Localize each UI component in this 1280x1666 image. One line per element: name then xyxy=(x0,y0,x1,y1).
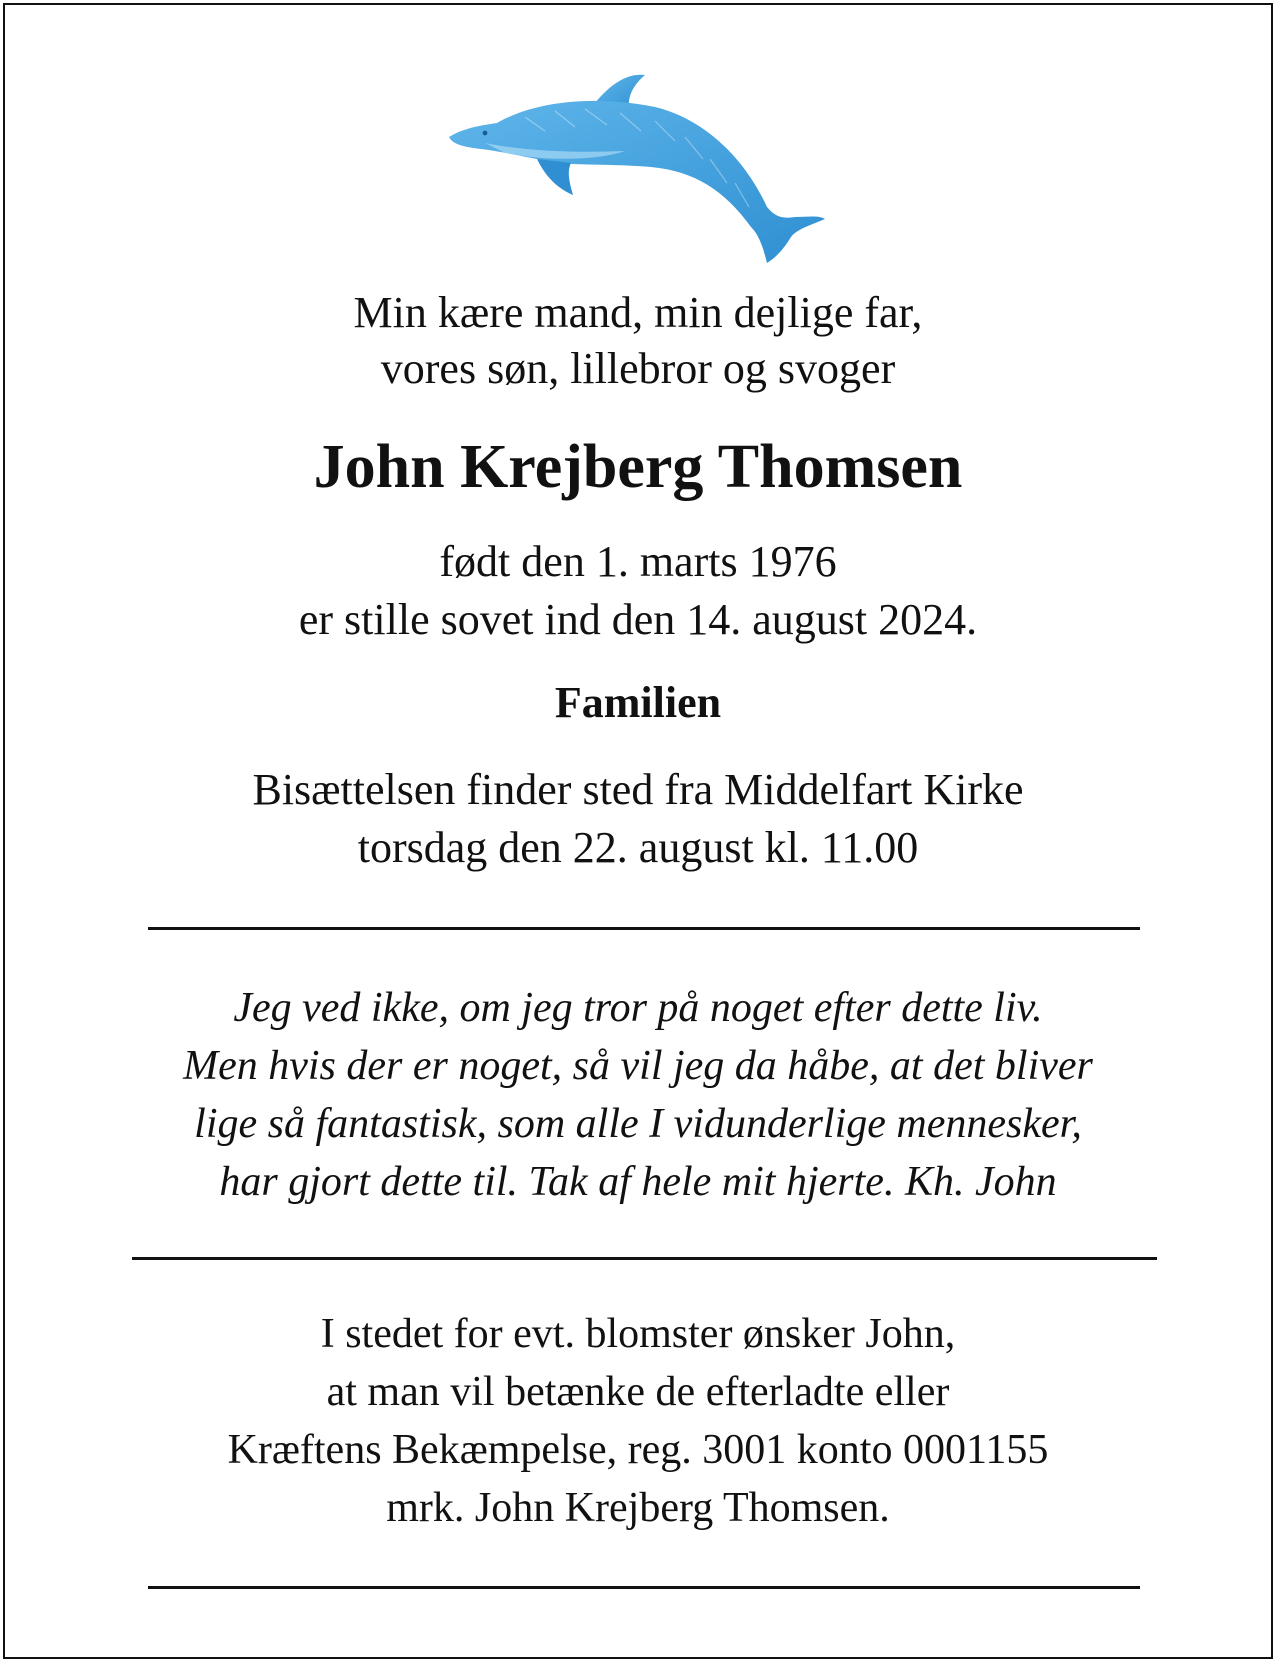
divider xyxy=(132,1257,1157,1260)
quote-line: Jeg ved ikke, om jeg tror på noget efter dette liv. xyxy=(233,985,1043,1031)
intro-line: vores søn, lillebror og svoger xyxy=(380,344,896,393)
divider xyxy=(148,1586,1140,1589)
quote-line: Men hvis der er noget, så vil jeg da håbe, at det bliver xyxy=(183,1043,1093,1089)
quote-line: har gjort dette til. Tak af hele mit hjerte. Kh. John xyxy=(219,1159,1057,1205)
donation-line: at man vil betænke de efterladte eller xyxy=(326,1369,950,1415)
family-signature: Familien xyxy=(554,678,722,727)
obituary-notice xyxy=(3,3,1273,1659)
funeral-info xyxy=(5,761,1271,877)
deceased-name: John Krejberg Thomsen xyxy=(313,433,963,501)
donation-line: I stedet for evt. blomster ønsker John, xyxy=(320,1311,956,1357)
birth-date-line: født den 1. marts 1976 xyxy=(439,537,837,586)
divider xyxy=(148,927,1140,930)
life-dates xyxy=(5,533,1271,649)
funeral-line: Bisættelsen finder sted fra Middelfart Kirke xyxy=(252,765,1024,814)
donation-request xyxy=(5,1305,1271,1537)
donation-line: Kræftens Bekæmpelse, reg. 3001 konto 0001155 xyxy=(227,1427,1049,1473)
farewell-quote xyxy=(5,979,1271,1211)
intro-text xyxy=(5,285,1271,397)
donation-line: mrk. John Krejberg Thomsen. xyxy=(386,1485,890,1531)
dolphin-icon xyxy=(445,67,845,267)
death-date-line: er stille sovet ind den 14. august 2024. xyxy=(298,595,978,644)
funeral-line: torsdag den 22. august kl. 11.00 xyxy=(357,823,919,872)
quote-line: lige så fantastisk, som alle I vidunderlige mennesker, xyxy=(194,1101,1082,1147)
intro-line: Min kære mand, min dejlige far, xyxy=(353,288,923,337)
